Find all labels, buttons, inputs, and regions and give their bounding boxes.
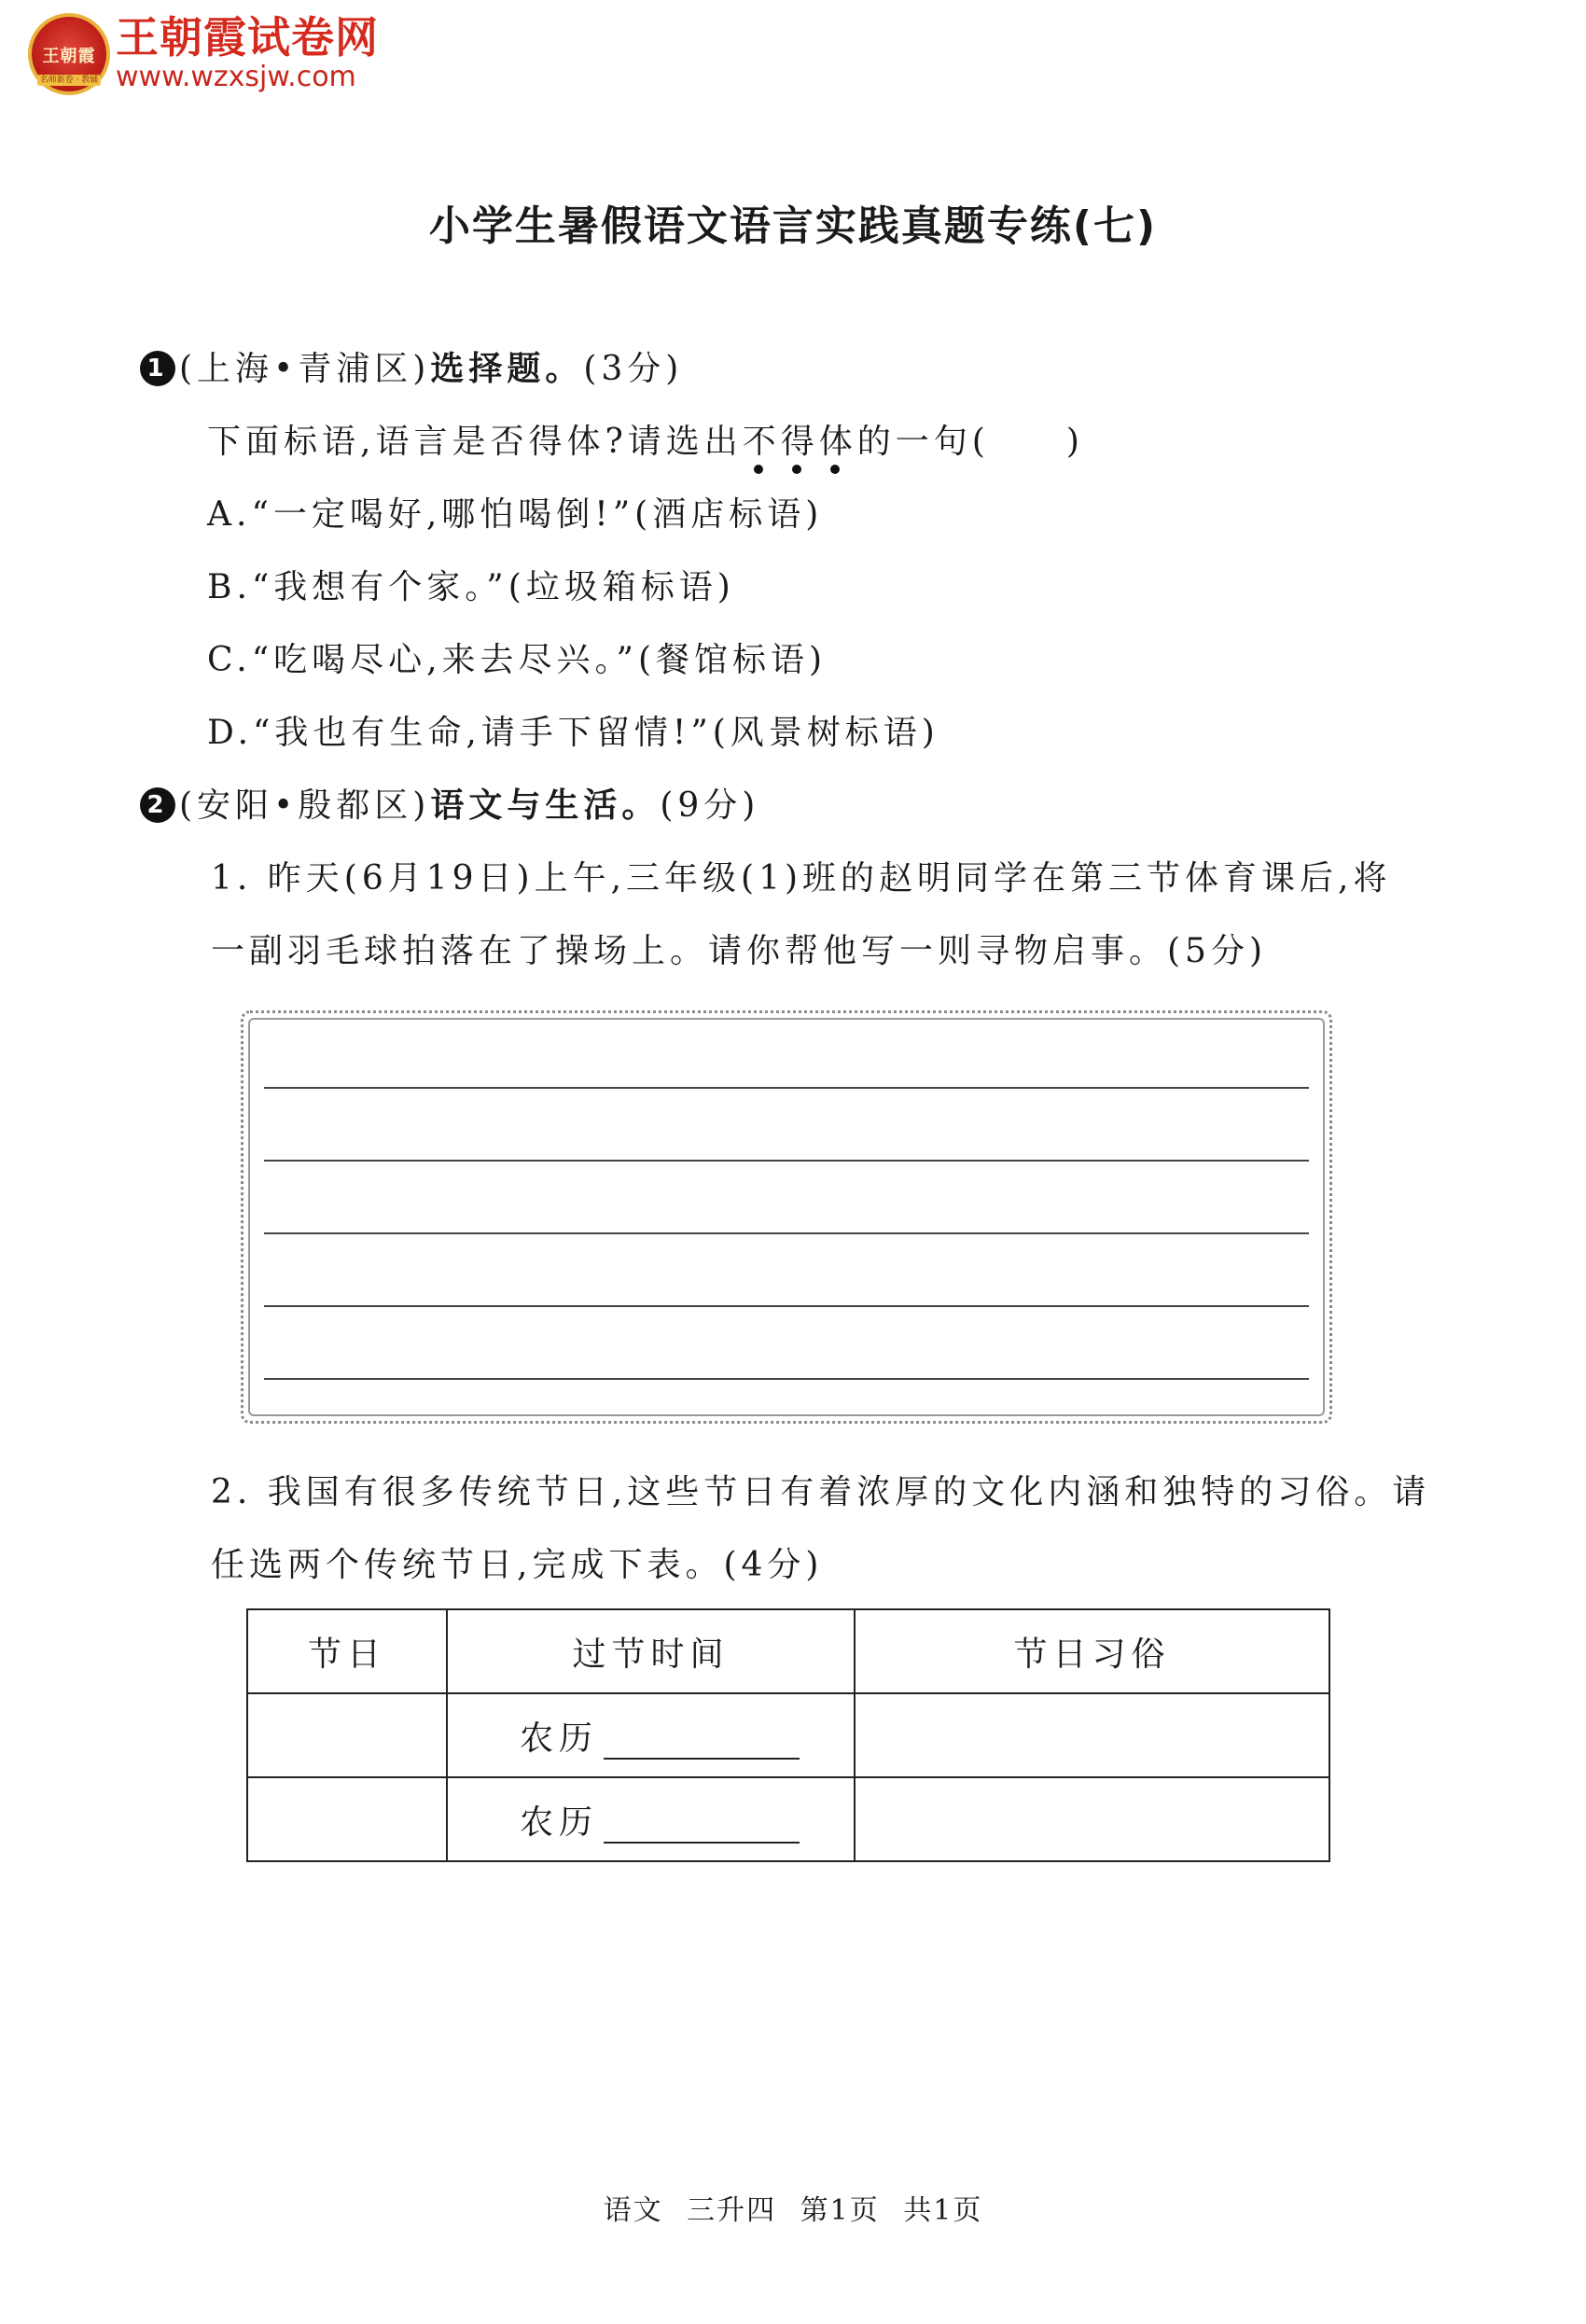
footer-subject: 语文 — [603, 2194, 663, 2227]
q1-title: 选择题。 — [430, 350, 584, 388]
footer-page: 第1页 — [800, 2194, 880, 2227]
table-row — [247, 1777, 1329, 1861]
site-name: 王朝霞试卷网 — [116, 12, 379, 63]
logo-ribbon-text: 名师新卷 · 教辅 — [39, 76, 99, 85]
q2-sub1-line2: 一副羽毛球拍落在了操场上。请你帮他写一则寻物启事。(5分) — [211, 932, 1267, 970]
emphasis-char: 不 — [742, 423, 781, 461]
logo-badge-text: 王朝霞 — [42, 47, 96, 66]
q2-heading — [140, 786, 759, 827]
q1-option-a: A.“一定喝好,哪怕喝倒!”(酒店标语) — [207, 495, 824, 534]
page-footer — [0, 2187, 1586, 2228]
q1-prompt-a: 下面标语,语言是否得体?请选出 — [207, 423, 743, 461]
site-logo-badge — [28, 13, 110, 95]
q2-title: 语文与生活。 — [430, 786, 661, 825]
writing-line — [264, 1305, 1309, 1307]
q1-option-b: B.“我想有个家。”(垃圾箱标语) — [207, 568, 735, 606]
festival-table — [246, 1608, 1330, 1862]
footer-grade: 三升四 — [687, 2194, 777, 2227]
footer-total: 共1页 — [903, 2194, 983, 2227]
q2-number-badge: 2 — [140, 787, 175, 823]
q2-source: (安阳•殷都区) — [179, 786, 431, 825]
answer-box-inner-border — [248, 1018, 1325, 1416]
writing-line — [264, 1232, 1309, 1234]
header-time: 过节时间 — [447, 1609, 855, 1693]
festival-cell[interactable] — [247, 1693, 447, 1777]
time-cell — [447, 1777, 855, 1861]
table-header-row — [247, 1609, 1329, 1693]
q1-number-badge: 1 — [140, 351, 175, 386]
q2-sub1-line1: 1. 昨天(6月19日)上午,三年级(1)班的赵明同学在第三节体育课后,将 — [211, 859, 1392, 898]
festival-cell[interactable] — [247, 1777, 447, 1861]
date-blank[interactable] — [604, 1730, 800, 1760]
writing-line — [264, 1160, 1309, 1162]
q1-heading — [140, 349, 683, 390]
emphasis-char: 得 — [780, 423, 819, 461]
time-cell — [447, 1693, 855, 1777]
writing-line — [264, 1087, 1309, 1089]
header-festival: 节日 — [247, 1609, 447, 1693]
logo-ribbon — [37, 75, 101, 86]
q1-source: (上海•青浦区) — [179, 350, 431, 388]
emphasis-char: 体 — [818, 423, 857, 461]
lunar-label: 农历 — [520, 1719, 599, 1758]
writing-line — [264, 1378, 1309, 1380]
q1-prompt — [207, 422, 1084, 463]
q1-prompt-b: 的一句( ) — [856, 423, 1084, 461]
q1-score: (3分) — [583, 350, 684, 388]
q1-option-c: C.“吃喝尽心,来去尽兴。”(餐馆标语) — [207, 641, 828, 679]
q1-option-d: D.“我也有生命,请手下留情!”(风景树标语) — [207, 714, 939, 752]
lunar-label: 农历 — [520, 1802, 599, 1842]
q2-sub2-line1: 2. 我国有很多传统节日,这些节日有着浓厚的文化内涵和独特的习俗。请 — [211, 1473, 1431, 1511]
customs-cell[interactable] — [855, 1777, 1329, 1861]
answer-writing-box[interactable] — [241, 1010, 1332, 1424]
header-customs: 节日习俗 — [855, 1609, 1329, 1693]
customs-cell[interactable] — [855, 1693, 1329, 1777]
site-url: www.wzxsjw.com — [116, 61, 356, 93]
q2-score: (9分) — [660, 786, 760, 825]
page-title: 小学生暑假语文语言实践真题专练(七) — [428, 202, 1158, 250]
table-row — [247, 1693, 1329, 1777]
date-blank[interactable] — [604, 1814, 800, 1844]
q2-sub2-line2: 任选两个传统节日,完成下表。(4分) — [211, 1546, 824, 1584]
